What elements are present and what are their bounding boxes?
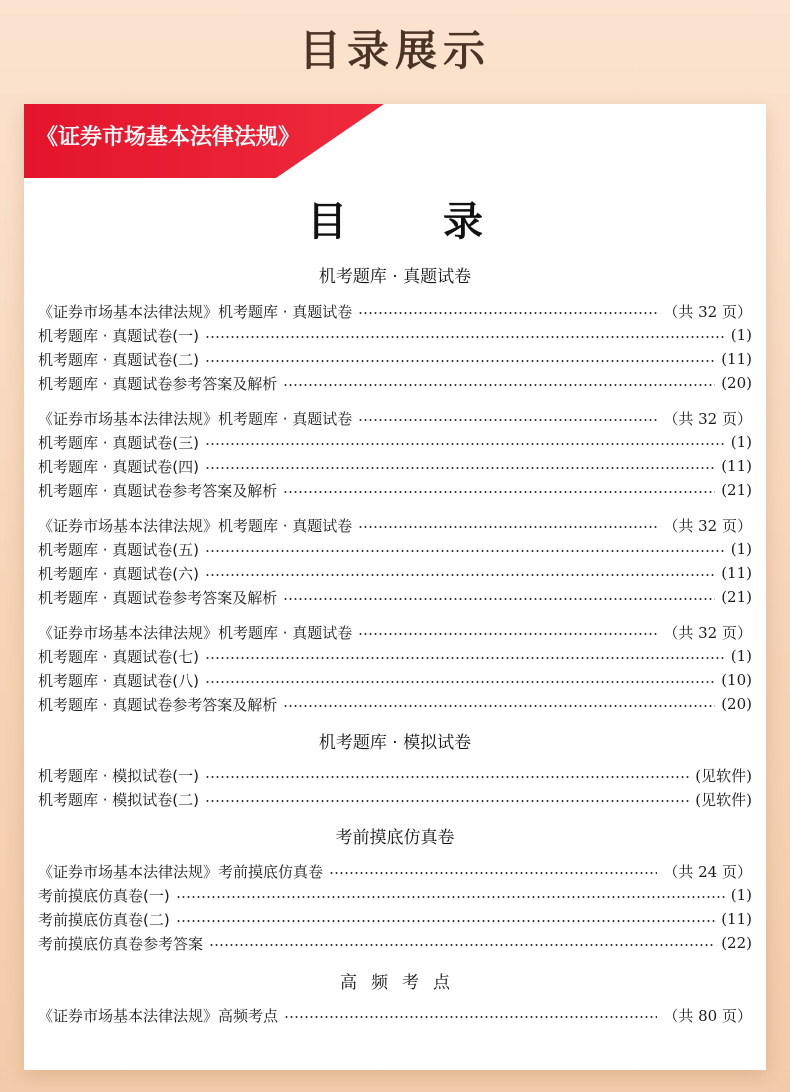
- toc-row-page: (22): [721, 934, 752, 952]
- toc-row-label: 机考题库 · 真题试卷参考答案及解析: [38, 374, 278, 393]
- toc-row-label: 机考题库 · 真题试卷参考答案及解析: [38, 481, 278, 500]
- toc-row-label: 机考题库 · 模拟试卷(一): [38, 766, 200, 785]
- toc-row-page: (10): [721, 671, 752, 689]
- toc-row-page: （共 32 页）: [663, 302, 752, 321]
- toc-row: [38, 908, 752, 930]
- leader-dots: [176, 896, 725, 898]
- toc-row-label: 机考题库 · 真题试卷(二): [38, 350, 200, 369]
- leader-dots: [284, 1016, 657, 1018]
- toc-row-label: 《证券市场基本法律法规》机考题库 · 真题试卷: [38, 302, 353, 321]
- toc-row: [38, 932, 752, 954]
- toc-row-page: （共 24 页）: [663, 862, 752, 881]
- toc-row: [38, 348, 752, 370]
- toc-row: [38, 562, 752, 584]
- toc-row-label: 机考题库 · 真题试卷(五): [38, 540, 200, 559]
- toc-row-page: (1): [730, 540, 752, 558]
- toc-row: [38, 621, 752, 643]
- toc-row-label: 机考题库 · 真题试卷参考答案及解析: [38, 695, 278, 714]
- toc-row: [38, 300, 752, 322]
- toc-row-label: 机考题库 · 真题试卷(三): [38, 433, 200, 452]
- toc-row: [38, 669, 752, 691]
- section-title-mock-exams: 机考题库 · 模拟试卷: [318, 733, 472, 753]
- toc-row-label: 机考题库 · 真题试卷(七): [38, 647, 200, 666]
- leader-dots: [358, 419, 657, 421]
- toc-row: [38, 693, 752, 715]
- toc-row-label: 《证券市场基本法律法规》考前摸底仿真卷: [38, 862, 324, 881]
- leader-dots: [358, 633, 657, 635]
- toc-row-label: 机考题库 · 真题试卷(六): [38, 564, 200, 583]
- toc-row: [38, 479, 752, 501]
- leader-dots: [358, 526, 657, 528]
- leader-dots: [205, 360, 715, 362]
- leader-dots: [283, 384, 715, 386]
- toc-row-page: （共 32 页）: [663, 516, 752, 535]
- toc-row: [38, 431, 752, 453]
- toc-card: [24, 104, 766, 1070]
- leader-dots: [205, 800, 689, 802]
- toc-row: [38, 884, 752, 906]
- toc-row-label: 考前摸底仿真卷(一): [38, 886, 170, 905]
- leader-dots: [176, 920, 715, 922]
- leader-dots: [358, 312, 657, 314]
- section-title-pretest: 考前摸底仿真卷: [335, 828, 455, 848]
- toc-row-page: (11): [721, 457, 752, 475]
- leader-dots: [209, 944, 715, 946]
- toc-row-label: 《证券市场基本法律法规》机考题库 · 真题试卷: [38, 516, 353, 535]
- toc-row-label: 机考题库 · 真题试卷(八): [38, 671, 200, 690]
- toc-row-page: (20): [721, 695, 752, 713]
- toc-row-label: 考前摸底仿真卷(二): [38, 910, 170, 929]
- leader-dots: [205, 681, 715, 683]
- toc-row-page: （共 80 页）: [663, 1006, 752, 1025]
- toc-row-page: (11): [721, 910, 752, 928]
- toc-row-page: (1): [730, 326, 752, 344]
- page-title: 目录展示: [298, 26, 491, 75]
- leader-dots: [205, 336, 725, 338]
- toc-row-page: （共 32 页）: [663, 623, 752, 642]
- toc-row-label: 机考题库 · 真题试卷参考答案及解析: [38, 588, 278, 607]
- leader-dots: [205, 550, 725, 552]
- toc-row: [38, 455, 752, 477]
- section-title-real-exams: 机考题库 · 真题试卷: [318, 267, 472, 287]
- toc-row-label: 机考题库 · 模拟试卷(二): [38, 790, 200, 809]
- toc-row: [38, 324, 752, 346]
- toc-row: [38, 538, 752, 560]
- leader-dots: [283, 705, 715, 707]
- toc-row: [38, 407, 752, 429]
- leader-dots: [205, 776, 689, 778]
- toc-row-page: (21): [721, 481, 752, 499]
- leader-dots: [283, 491, 715, 493]
- toc-row-page: (1): [730, 433, 752, 451]
- toc-row-label: 机考题库 · 真题试卷(四): [38, 457, 200, 476]
- leader-dots: [205, 443, 725, 445]
- toc-row: [38, 1004, 752, 1026]
- toc-row-label: 《证券市场基本法律法规》机考题库 · 真题试卷: [38, 409, 353, 428]
- toc-row: [38, 514, 752, 536]
- leader-dots: [329, 872, 657, 874]
- leader-dots: [205, 657, 725, 659]
- section-title-key-points: 高频考点: [340, 973, 464, 993]
- toc-row-page: (20): [721, 374, 752, 392]
- toc-row: [38, 788, 752, 810]
- toc-heading: 目录: [307, 199, 579, 245]
- toc-row-page: (见软件): [695, 766, 752, 785]
- toc-row-label: 《证券市场基本法律法规》机考题库 · 真题试卷: [38, 623, 353, 642]
- toc-row: [38, 586, 752, 608]
- leader-dots: [205, 574, 715, 576]
- toc-row-label: 考前摸底仿真卷参考答案: [38, 934, 204, 953]
- toc-row-label: 机考题库 · 真题试卷(一): [38, 326, 200, 345]
- book-title: 《证券市场基本法律法规》: [36, 124, 301, 150]
- toc-row-page: （共 32 页）: [663, 409, 752, 428]
- toc-row-page: (11): [721, 564, 752, 582]
- toc-row: [38, 764, 752, 786]
- toc-row-page: (21): [721, 588, 752, 606]
- toc-row-page: (1): [730, 647, 752, 665]
- toc-row: [38, 860, 752, 882]
- toc-row-page: (11): [721, 350, 752, 368]
- leader-dots: [205, 467, 715, 469]
- toc-row-label: 《证券市场基本法律法规》高频考点: [38, 1006, 279, 1025]
- toc-row-page: (1): [730, 886, 752, 904]
- toc-row: [38, 645, 752, 667]
- toc-row-page: (见软件): [695, 790, 752, 809]
- toc-row: [38, 372, 752, 394]
- leader-dots: [283, 598, 715, 600]
